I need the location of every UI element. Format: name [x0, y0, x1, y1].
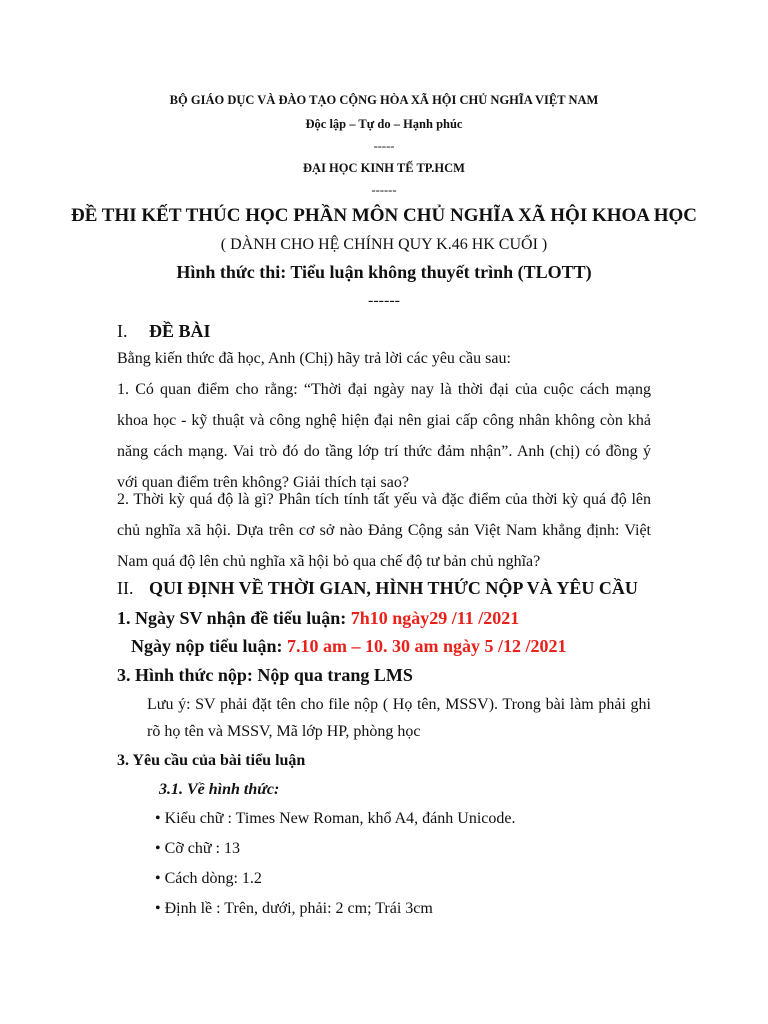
- submit-date-value: 7.10 am – 10. 30 am ngày 5 /12 /2021: [287, 636, 567, 656]
- exam-separator: ------: [368, 292, 400, 309]
- question-2: 2. Thời kỳ quá độ là gì? Phân tích tính tất yếu và đặc điểm của thời kỳ quá độ lên chủ nghĩa xã hội. Dựa trên cơ sở nào Đảng Cộng sản Việt Nam khẳng định: Việt Nam quá độ lên chủ nghĩa xã hội bỏ qua chế độ tư bản chủ nghĩa?: [117, 491, 651, 570]
- receive-date-label: 1. Ngày SV nhận đề tiểu luận:: [117, 608, 347, 628]
- submission-note: Lưu ý: SV phải đặt tên cho file nộp ( Họ tên, MSSV). Trong bài làm phải ghi rõ họ tên và MSSV, Mã lớp HP, phòng học: [147, 696, 651, 740]
- header-motto: Độc lập – Tự do – Hạnh phúc: [305, 117, 463, 131]
- section1-number: I.: [117, 321, 128, 341]
- header-ministry-republic: BỘ GIÁO DỤC VÀ ĐÀO TẠO CỘNG HÒA XÃ HỘI CHỦ NGHĨA VIỆT NAM: [169, 93, 599, 107]
- section2-heading: QUI ĐỊNH VỀ THỜI GIAN, HÌNH THỨC NỘP VÀ YÊU CẦU: [149, 578, 638, 598]
- bullet-font-size: • Cỡ chữ : 13: [155, 840, 240, 857]
- section2-number: II.: [117, 578, 134, 598]
- exam-format: Hình thức thi: Tiểu luận không thuyết trình (TLOTT): [176, 262, 592, 282]
- question-1: 1. Có quan điểm cho rằng: “Thời đại ngày nay là thời đại của cuộc cách mạng khoa học - kỹ thuật và công nghệ hiện đại nên giai cấp công nhân không còn khả năng cách mạng. Vai trò đó do tầng lớp trí thức đảm nhận”. Anh (chị) có đồng ý với quan điểm trên không? Giải thích tại sao?: [117, 381, 651, 491]
- bullet-line-spacing: • Cách dòng: 1.2: [155, 870, 262, 887]
- header-separator-2: ------: [371, 183, 397, 197]
- receive-date-line: [117, 609, 519, 627]
- header-university: ĐẠI HỌC KINH TẾ TP.HCM: [303, 161, 465, 175]
- receive-date-value: 7h10 ngày29 /11 /2021: [350, 608, 520, 628]
- bullet-font: • Kiểu chữ : Times New Roman, khổ A4, đánh Unicode.: [155, 810, 516, 827]
- header-separator: -----: [373, 139, 395, 153]
- requirements-heading: 3. Yêu cầu của bài tiểu luận: [117, 752, 306, 769]
- exam-title: ĐỀ THI KẾT THÚC HỌC PHẦN MÔN CHỦ NGHĨA XÃ HỘI KHOA HỌC: [70, 205, 698, 226]
- submit-date-line: [131, 637, 567, 655]
- section1-heading: ĐỀ BÀI: [149, 321, 211, 341]
- requirements-format-heading: 3.1. Về hình thức:: [159, 781, 280, 798]
- submission-method: 3. Hình thức nộp: Nộp qua trang LMS: [117, 665, 413, 685]
- section1-intro: Bằng kiến thức đã học, Anh (Chị) hãy trả lời các yêu cầu sau:: [117, 350, 511, 367]
- exam-subtitle: ( DÀNH CHO HỆ CHÍNH QUY K.46 HK CUỐI ): [220, 236, 548, 253]
- bullet-margins: • Định lề : Trên, dưới, phải: 2 cm; Trái 3cm: [155, 900, 433, 917]
- submit-date-label: Ngày nộp tiểu luận:: [131, 636, 283, 656]
